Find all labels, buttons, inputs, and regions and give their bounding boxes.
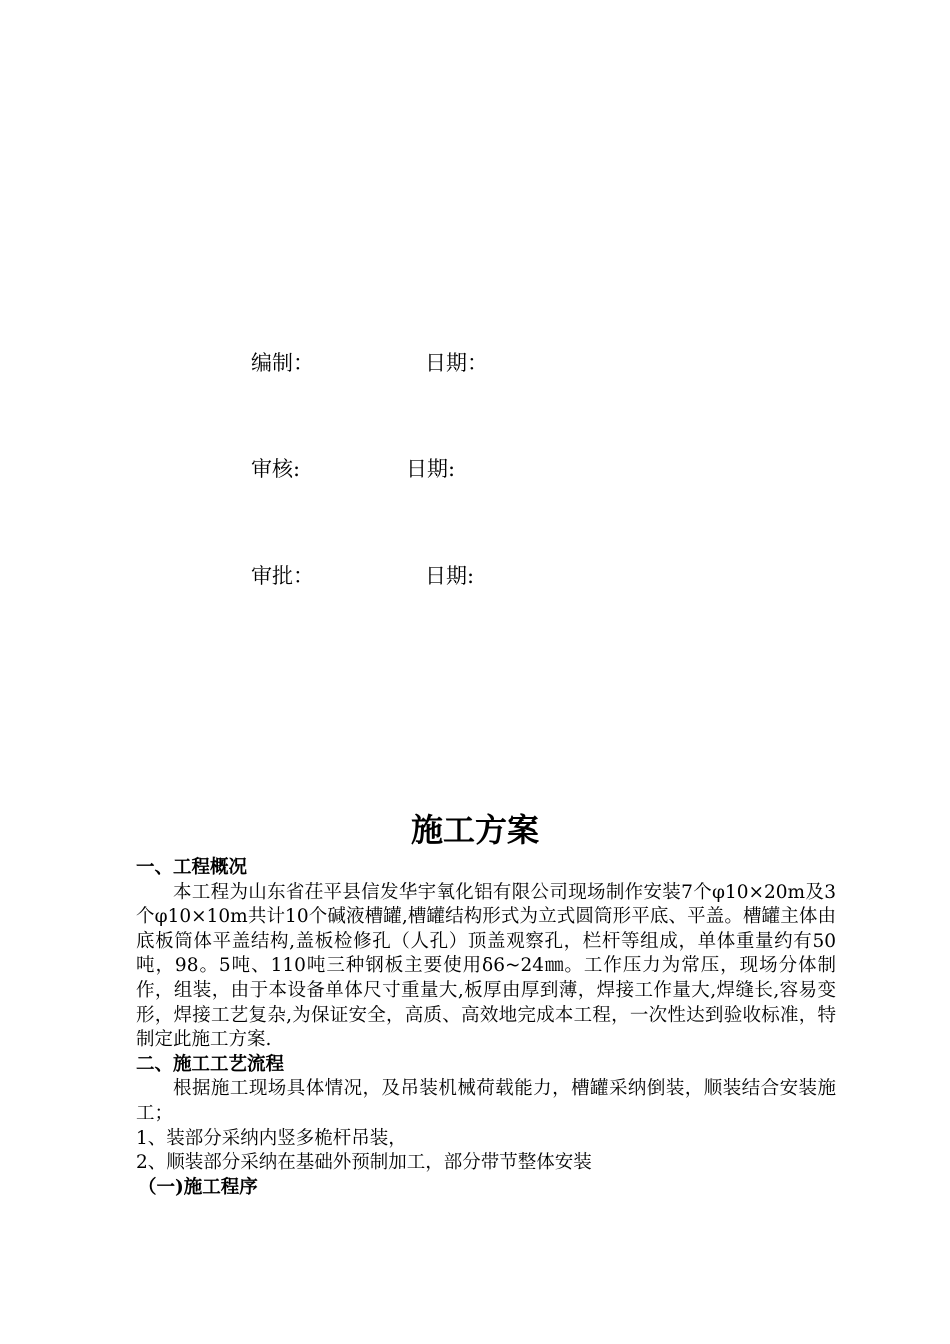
subsection-heading-procedure: （一)施工程序 xyxy=(138,1176,258,1198)
reviewer-label: 审核: xyxy=(251,457,301,481)
approve-date-label: 日期: xyxy=(425,564,475,588)
compiler-label: 编制： xyxy=(251,351,314,375)
process-paragraph: 根据施工现场具体情况，及吊装机械荷载能力，槽罐采纳倒装，顺装结合安装施工； xyxy=(136,1078,836,1124)
document-body xyxy=(136,856,836,1200)
document-title: 施工方案 xyxy=(410,811,539,849)
compile-date-label: 日期： xyxy=(425,351,488,375)
section-heading-process: 二、施工工艺流程 xyxy=(136,1053,285,1075)
approver-label: 审批： xyxy=(251,564,314,588)
overview-paragraph: 本工程为山东省茌平县信发华宇氧化铝有限公司现场制作安装7个φ10×20m及3个φ10×10m共计10个碱液槽罐,槽罐结构形式为立式圆筒形平底、平盖。槽罐主体由底板筒体平盖结构,盖板检修孔（人孔）顶盖观察孔，栏杆等组成，单体重量约有50吨，98。5吨、110吨三种钢板主要使用δ6~24㎜。工作压力为常压，现场分体制作，组装，由于本设备单体尺寸重量大,板厚由厚到薄，焊接工作量大,焊缝长,容易变形，焊接工艺复杂,为保证安全，高质、高效地完成本工程，一次性达到验收标准，特制定此施工方案. xyxy=(136,881,836,1051)
process-item-2: 2、顺装部分采纳在基础外预制加工，部分带节整体安装 xyxy=(136,1152,592,1174)
review-date-label: 日期: xyxy=(406,457,456,481)
process-item-1: 1、装部分采纳内竖多桅杆吊装， xyxy=(136,1127,407,1149)
section-heading-overview: 一、工程概况 xyxy=(136,857,248,878)
